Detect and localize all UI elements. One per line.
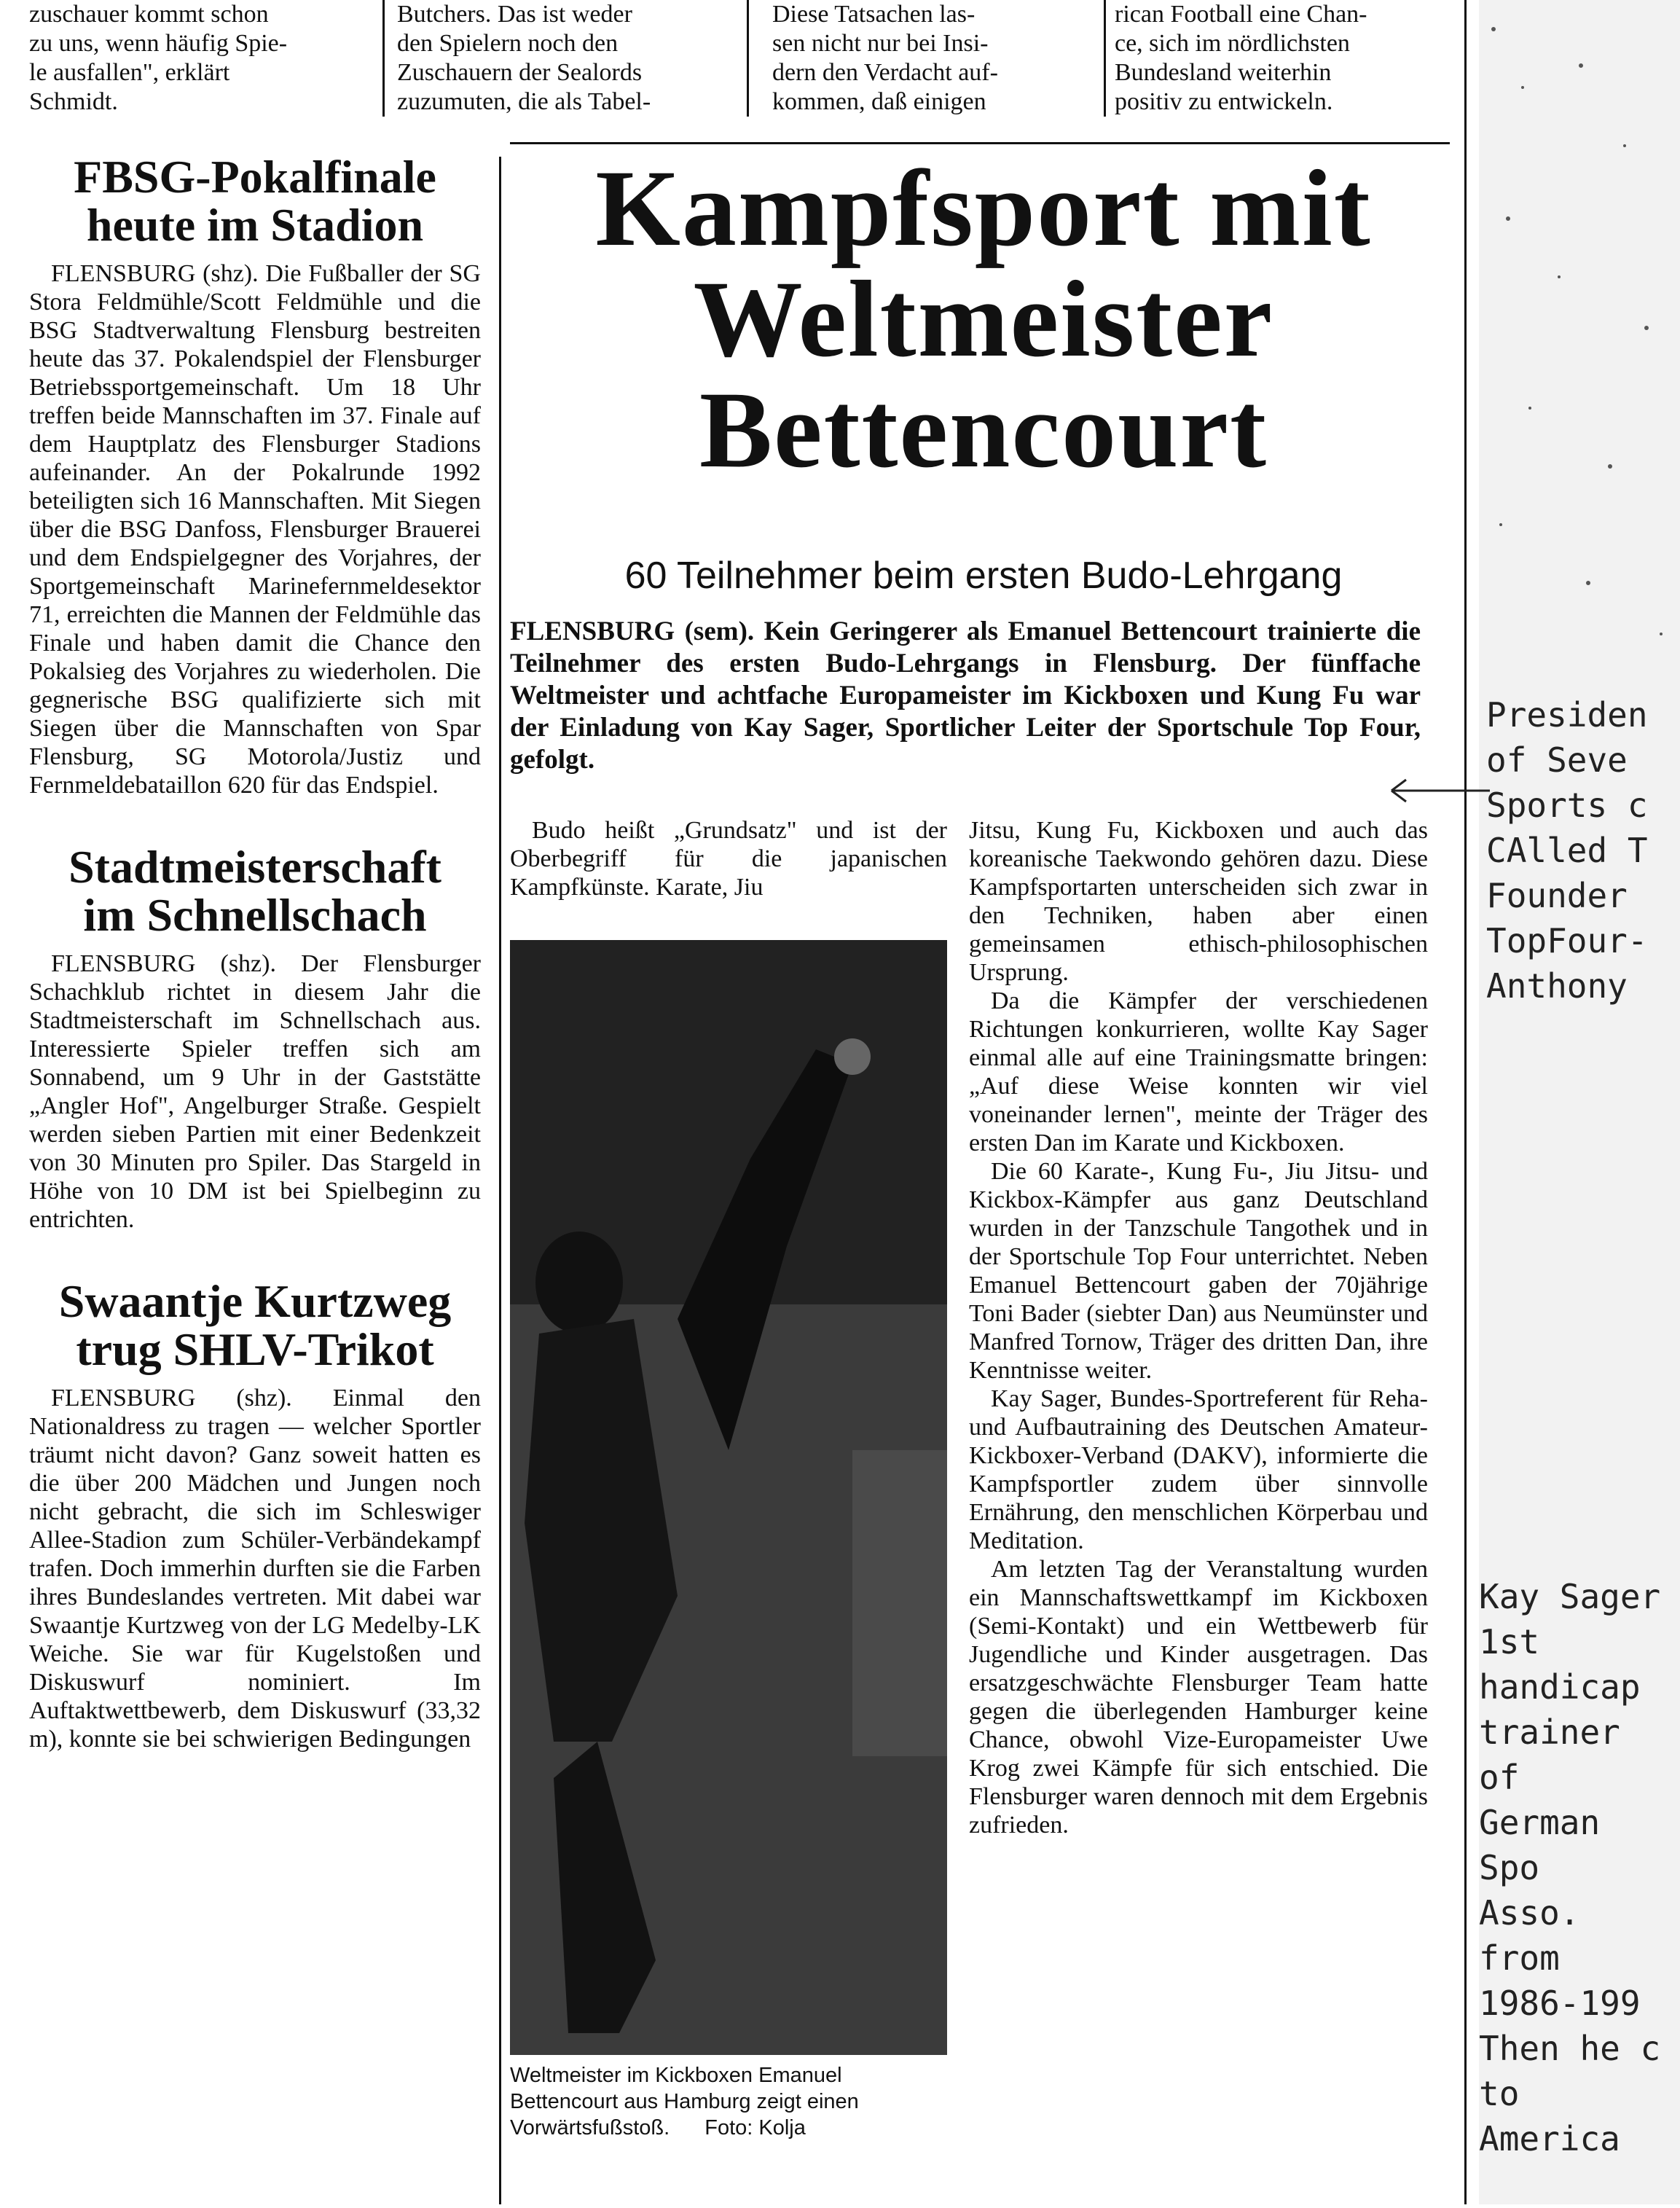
column-rule (499, 157, 501, 2204)
headline-fbsg: FBSG-Pokalfinale heute im Stadion (74, 151, 436, 251)
article-fbsg-body: FLENSBURG (shz). Die Fußballer der SG Stora Feldmühle/Scott Feldmühle und die BSG Stadtverwaltung Flensburg bestreiten heute das 37. Pokalendspiel der Flensburger Betriebssportgemeinschaft. Um 18 Uhr treffen beide Mannschaften im 37. Finale auf dem Hauptplatz des Flensburger Stadions aufeinander. An der Pokalrunde 1992 beteiligten sich 16 Mannschaften. Mit Siegen über die BSG Danfoss, Flensburger Brauerei und dem Endspielgegner des Vorjahres, der Sportgemeinschaft Marinefernmeldesektor 71, erreichten die Mannen der Feldmühle das Finale und haben damit die Chance den Pokalsieg des Vorjahres zu wiederholen. Die gegnerische BSG qualifizierte sich mit Siegen über die Mannschaften von Spar Flensburg, SG Motorola/Justiz und Fernmeldebataillon 620 für das Endspiel. (29, 260, 481, 799)
main-lead-paragraph: FLENSBURG (sem). Kein Geringerer als Emanuel Bettencourt trainierte die Teilnehmer des ersten Budo-Lehrgangs in Flensburg. Der fünffache Weltmeister und achtfache Europameister im Kickboxen und Kung Fu war der Einladung von Kay Sager, Sportlicher Leiter der Sportschule Top Four, gefolgt. (510, 616, 1421, 775)
main-body-paragraph: Am letzten Tag der Veranstaltung wurden ein Mannschaftswettkampf im Kickboxen (Semi-Kontakt) und ein Wettbewerb für Jugendliche und Kinder ausgetragen. Das ersatzgeschwächte Flensburger Team hatte gegen die überlegenden Hamburger keine Chance, obwohl Vize-Europameister Uwe Krog zwei Kämpfe für sich entschied. Die Flensburger waren dennoch mit dem Ergebnis zufrieden. (969, 1556, 1428, 1839)
article-top-rule (510, 142, 1450, 144)
column-rule (747, 0, 749, 117)
main-body-paragraph: Da die Kämpfer der verschiedenen Richtungen konkurrieren, wollte Kay Sager einmal alle auf eine Trainingsmatte bringen: „Auf diese Weise konnten wir viel voneinander lernen", meinte der Träger des ersten Dan im Karate und Kickboxen. (969, 987, 1428, 1156)
main-body-paragraph: Jitsu, Kung Fu, Kickboxen und auch das koreanische Taekwondo gehören dazu. Diese Kampfsportarten unterscheiden sich zwar in den Techniken, haben aber einen gemeinsamen ethisch-philosophischen Ursprung. (969, 817, 1428, 986)
photo-caption-text: Weltmeister im Kickboxen Emanuel Bettencourt aus Hamburg zeigt einen Vorwärtsfußstoß. (510, 2064, 859, 2140)
column-rule (1104, 0, 1106, 117)
page-edge-rule (1464, 0, 1467, 2204)
photo-kickboxer (510, 940, 947, 2055)
photo-credit: Foto: Kolja (704, 2116, 806, 2140)
left-column (29, 153, 481, 1753)
main-body-paragraph: Die 60 Karate-, Kung Fu-, Jiu Jitsu- und Kickbox-Kämpfer aus ganz Deutschland wurden in der Tanzschule Tangothek und in der Sportschule Top Four unterrichtet. Neben Emanuel Bettencourt gaben der 70jährige Toni Bader (siebter Dan) aus Neumünster und Manfred Tornow, Träger des dritten Dan, ihre Kenntnisse weiter. (969, 1158, 1428, 1384)
column-rule (382, 0, 385, 117)
headline-kurtzweg: Swaantje Kurtzweg trug SHLV-Trikot (58, 1275, 452, 1375)
top-fragment-col2: Butchers. Das ist weder den Spielern noch den Zuschauern der Sealords zuzumuten, die als Tabel- (397, 1, 651, 115)
top-fragment-col4: rican Football eine Chan- ce, sich im nördlichsten Bundesland weiterhin positiv zu entwickeln. (1115, 1, 1367, 115)
handwritten-note-1: Presiden of Seve Sports c CAlled T Founder TopFour- Anthony (1486, 695, 1648, 1006)
main-body-right (969, 816, 1428, 1839)
main-body-left: Budo heißt „Grundsatz" und ist der Oberbegriff für die japanischen Kampfkünste. Karate, Jiu (510, 817, 947, 901)
top-fragment-col1: zuschauer kommt schon zu uns, wenn häufig Spie- le ausfallen", erklärt Schmidt. (29, 1, 288, 115)
handwritten-arrow-icon (1384, 772, 1493, 809)
top-fragment-col3: Diese Tatsachen las- sen nicht nur bei Insi- dern den Verdacht auf- kommen, daß einigen (772, 1, 998, 115)
photo-caption (510, 2062, 947, 2141)
photo-illustration (510, 940, 947, 2055)
main-body-paragraph: Kay Sager, Bundes-Sportreferent für Reha- und Aufbautraining des Deutschen Amateur-Kickboxer-Verband (DAKV), informierte die Kampfsportler zudem über sinnvolle Ernährung, den menschlichen Körperbau und Meditation. (969, 1385, 1428, 1554)
main-headline: Kampfsport mit Weltmeister Bettencourt (595, 148, 1372, 490)
main-subheadline: 60 Teilnehmer beim ersten Budo-Lehrgang (624, 555, 1343, 597)
article-schnellschach-body: FLENSBURG (shz). Der Flensburger Schachklub richtet in diesem Jahr die Stadtmeisterschaft im Schnellschach aus. Interessierte Spieler treffen sich am Sonnabend, um 9 Uhr in der Gaststätte „Angler Hof", Angelburger Straße. Gespielt werden sieben Partien mit einer Bedenkzeit von 30 Minuten pro Spiler. Das Stargeld in Höhe von 10 DM ist bei Spielbeginn zu entrichten. (29, 950, 481, 1233)
handwritten-note-2: Kay Sager 1st handicap trainer of German Spo Asso. from 1986-199 Then he c to America (1479, 1577, 1661, 2158)
article-kurtzweg-body: FLENSBURG (shz). Einmal den Nationaldress zu tragen — welcher Sportler träumt nicht davon? Ganz soweit hatten es die über 200 Mädchen und Jungen noch nicht gebracht, die sich im Schleswiger Allee-Stadion zum Schüler-Verbändekampf trafen. Doch immerhin durften sie die Farben ihres Bundeslandes vertreten. Mit dabei war Swaantje Kurtzweg von der LG Medelby-LK Weiche. Sie war für Kugelstoßen und Diskuswurf nominiert. Im Auftaktwettbewerb, dem Diskuswurf (33,32 m), konnte sie bei schwierigen Bedingungen (29, 1385, 481, 1753)
headline-schnellschach: Stadtmeisterschaft im Schnellschach (68, 841, 441, 941)
